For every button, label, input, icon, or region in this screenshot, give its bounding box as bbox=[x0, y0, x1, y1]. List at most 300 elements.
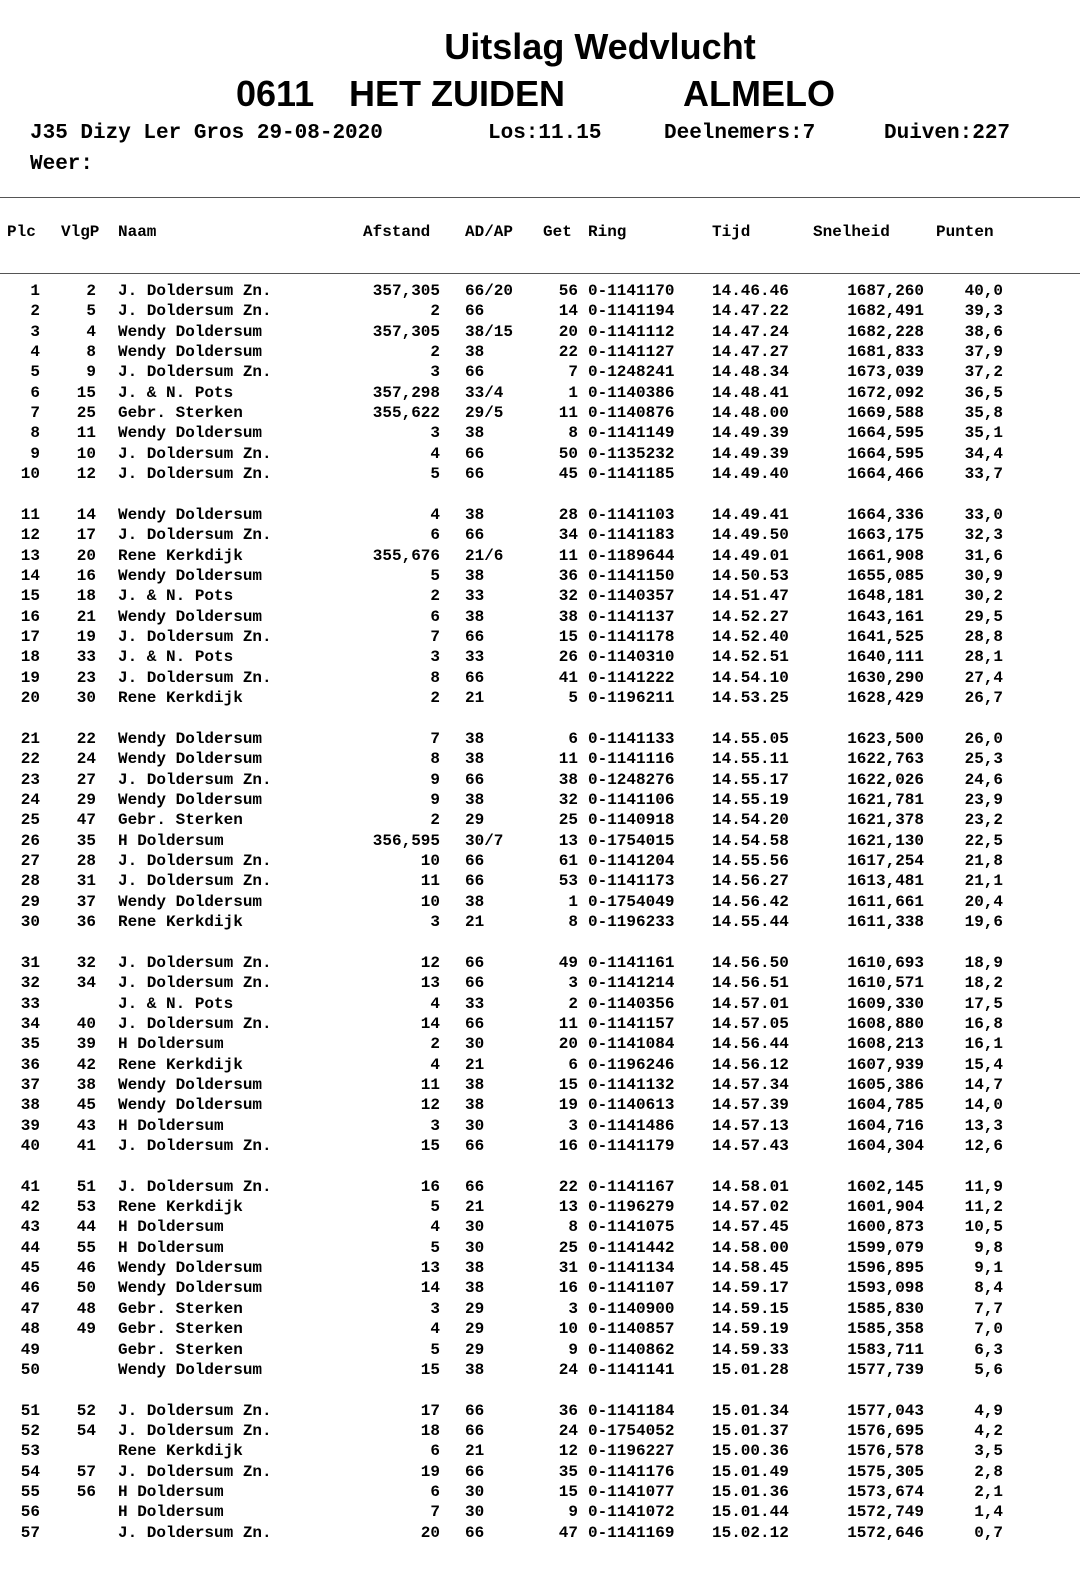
cell-naam: J. & N. Pots bbox=[118, 648, 234, 667]
cell-plc: 41 bbox=[20, 1177, 40, 1196]
cell-plc: 25 bbox=[20, 811, 40, 830]
cell-snelheid: 1575,305 bbox=[847, 1462, 924, 1481]
cell-punten: 1,4 bbox=[974, 1503, 1003, 1522]
cell-plc: 20 bbox=[20, 689, 40, 708]
cell-get: 1 bbox=[568, 383, 578, 402]
cell-plc: 27 bbox=[20, 851, 40, 870]
table-row bbox=[0, 342, 1080, 362]
table-row bbox=[0, 1095, 1080, 1115]
cell-ring: 0-1141157 bbox=[588, 1014, 675, 1033]
cell-ring: 0-1141116 bbox=[588, 750, 675, 769]
cell-afstand: 2 bbox=[430, 302, 440, 321]
cell-afstand: 20 bbox=[420, 1523, 440, 1542]
cell-plc: 7 bbox=[30, 404, 40, 423]
cell-plc: 42 bbox=[20, 1198, 40, 1217]
cell-punten: 17,5 bbox=[964, 994, 1003, 1013]
cell-tijd: 14.57.13 bbox=[712, 1116, 789, 1135]
cell-snelheid: 1622,026 bbox=[847, 770, 924, 789]
cell-punten: 21,8 bbox=[964, 851, 1003, 870]
cell-naam: J. Doldersum Zn. bbox=[118, 770, 272, 789]
cell-plc: 43 bbox=[20, 1218, 40, 1237]
col-header-punten: Punten bbox=[936, 223, 994, 241]
cell-snelheid: 1604,304 bbox=[847, 1136, 924, 1155]
cell-tijd: 15.01.37 bbox=[712, 1422, 789, 1441]
cell-plc: 34 bbox=[20, 1014, 40, 1033]
cell-ring: 0-1141133 bbox=[588, 729, 675, 748]
cell-tijd: 14.49.40 bbox=[712, 465, 789, 484]
cell-get: 32 bbox=[558, 790, 578, 809]
cell-vlgp: 10 bbox=[76, 444, 96, 463]
cell-naam: Wendy Doldersum bbox=[118, 729, 263, 748]
cell-get: 15 bbox=[558, 1075, 578, 1094]
cell-adap: 38 bbox=[465, 607, 485, 626]
cell-ring: 0-1140386 bbox=[588, 383, 675, 402]
cell-plc: 22 bbox=[20, 750, 40, 769]
cell-ring: 0-1135232 bbox=[588, 444, 675, 463]
cell-afstand: 4 bbox=[430, 1320, 440, 1339]
cell-ring: 0-1141106 bbox=[588, 790, 675, 809]
cell-ring: 0-1141176 bbox=[588, 1462, 675, 1481]
cell-vlgp: 46 bbox=[76, 1259, 96, 1278]
cell-ring: 0-1754049 bbox=[588, 892, 675, 911]
cell-tijd: 14.59.15 bbox=[712, 1299, 789, 1318]
cell-get: 3 bbox=[568, 1299, 578, 1318]
cell-ring: 0-1189644 bbox=[588, 546, 675, 565]
table-row bbox=[0, 627, 1080, 647]
cell-adap: 38 bbox=[465, 1096, 485, 1115]
cell-punten: 39,3 bbox=[964, 302, 1003, 321]
cell-ring: 0-1141183 bbox=[588, 526, 675, 545]
cell-tijd: 14.57.39 bbox=[712, 1096, 789, 1115]
cell-adap: 66 bbox=[465, 1136, 485, 1155]
cell-adap: 29 bbox=[465, 811, 485, 830]
cell-tijd: 14.54.20 bbox=[712, 811, 789, 830]
cell-afstand: 356,595 bbox=[372, 831, 440, 850]
col-header-naam: Naam bbox=[118, 223, 157, 241]
cell-adap: 38 bbox=[465, 729, 485, 748]
cell-tijd: 14.57.05 bbox=[712, 1014, 789, 1033]
table-row bbox=[0, 770, 1080, 790]
cell-ring: 0-1140918 bbox=[588, 811, 675, 830]
cell-naam: Wendy Doldersum bbox=[118, 607, 263, 626]
table-row bbox=[0, 607, 1080, 627]
cell-plc: 15 bbox=[20, 587, 40, 606]
table-row bbox=[0, 994, 1080, 1014]
cell-tijd: 14.49.39 bbox=[712, 444, 789, 463]
table-row bbox=[0, 1299, 1080, 1319]
cell-naam: Gebr. Sterken bbox=[118, 404, 243, 423]
cell-afstand: 5 bbox=[430, 566, 440, 585]
cell-afstand: 7 bbox=[430, 628, 440, 646]
cell-get: 15 bbox=[558, 628, 578, 646]
table-row bbox=[0, 973, 1080, 993]
cell-naam: Rene Kerkdijk bbox=[118, 1198, 243, 1217]
cell-naam: Wendy Doldersum bbox=[118, 1360, 263, 1379]
cell-afstand: 6 bbox=[430, 1442, 440, 1461]
cell-vlgp: 57 bbox=[76, 1462, 96, 1481]
cell-naam: Rene Kerkdijk bbox=[118, 1055, 243, 1074]
cell-get: 12 bbox=[558, 1442, 578, 1461]
cell-afstand: 6 bbox=[430, 526, 440, 545]
cell-naam: J. Doldersum Zn. bbox=[118, 1523, 272, 1542]
cell-punten: 28,8 bbox=[964, 628, 1003, 646]
cell-afstand: 11 bbox=[420, 1075, 440, 1094]
cell-vlgp: 55 bbox=[76, 1238, 96, 1257]
cell-ring: 0-1141112 bbox=[588, 322, 675, 341]
cell-plc: 55 bbox=[20, 1483, 40, 1502]
cell-adap: 38 bbox=[465, 892, 485, 911]
cell-afstand: 2 bbox=[430, 811, 440, 830]
cell-punten: 33,0 bbox=[964, 505, 1003, 524]
cell-naam: J. Doldersum Zn. bbox=[118, 1422, 272, 1441]
cell-snelheid: 1593,098 bbox=[847, 1279, 924, 1298]
cell-punten: 6,3 bbox=[974, 1340, 1003, 1359]
cell-afstand: 5 bbox=[430, 465, 440, 484]
cell-vlgp: 9 bbox=[86, 363, 96, 382]
cell-snelheid: 1583,711 bbox=[847, 1340, 924, 1359]
cell-get: 31 bbox=[558, 1259, 578, 1278]
cell-vlgp: 30 bbox=[76, 689, 96, 708]
cell-ring: 0-1140356 bbox=[588, 994, 675, 1013]
table-row bbox=[0, 1278, 1080, 1298]
cell-naam: J. Doldersum Zn. bbox=[118, 1177, 272, 1196]
cell-adap: 66 bbox=[465, 770, 485, 789]
cell-naam: J. Doldersum Zn. bbox=[118, 1136, 272, 1155]
cell-vlgp: 49 bbox=[76, 1320, 96, 1339]
cell-plc: 14 bbox=[20, 566, 40, 585]
table-row bbox=[0, 1401, 1080, 1421]
table-row bbox=[0, 912, 1080, 932]
cell-punten: 25,3 bbox=[964, 750, 1003, 769]
cell-plc: 51 bbox=[20, 1401, 40, 1420]
cell-adap: 38 bbox=[465, 750, 485, 769]
cell-tijd: 14.47.22 bbox=[712, 302, 789, 321]
cell-adap: 66 bbox=[465, 872, 485, 891]
cell-punten: 10,5 bbox=[964, 1218, 1003, 1237]
cell-snelheid: 1604,785 bbox=[847, 1096, 924, 1115]
cell-get: 26 bbox=[558, 648, 578, 667]
table-row bbox=[0, 1034, 1080, 1054]
cell-snelheid: 1608,880 bbox=[847, 1014, 924, 1033]
cell-naam: Wendy Doldersum bbox=[118, 566, 263, 585]
participant-count: Deelnemers:7 bbox=[664, 122, 816, 145]
cell-vlgp: 33 bbox=[76, 648, 96, 667]
cell-get: 38 bbox=[558, 770, 578, 789]
cell-naam: Wendy Doldersum bbox=[118, 322, 263, 341]
cell-punten: 18,2 bbox=[964, 974, 1003, 993]
cell-punten: 16,1 bbox=[964, 1035, 1003, 1054]
table-row bbox=[0, 1136, 1080, 1156]
cell-punten: 38,6 bbox=[964, 322, 1003, 341]
cell-plc: 39 bbox=[20, 1116, 40, 1135]
cell-get: 7 bbox=[568, 363, 578, 382]
cell-plc: 4 bbox=[30, 343, 40, 362]
cell-get: 49 bbox=[558, 953, 578, 972]
cell-vlgp: 35 bbox=[76, 831, 96, 850]
cell-punten: 26,7 bbox=[964, 689, 1003, 708]
cell-tijd: 15.01.28 bbox=[712, 1360, 789, 1379]
cell-tijd: 15.02.12 bbox=[712, 1523, 789, 1542]
cell-naam: H Doldersum bbox=[118, 1218, 224, 1237]
cell-punten: 30,9 bbox=[964, 566, 1003, 585]
cell-snelheid: 1607,939 bbox=[847, 1055, 924, 1074]
cell-snelheid: 1600,873 bbox=[847, 1218, 924, 1237]
cell-plc: 31 bbox=[20, 953, 40, 972]
cell-adap: 38 bbox=[465, 424, 485, 443]
cell-ring: 0-1140357 bbox=[588, 587, 675, 606]
cell-plc: 57 bbox=[20, 1523, 40, 1542]
cell-tijd: 15.01.44 bbox=[712, 1503, 789, 1522]
cell-snelheid: 1682,228 bbox=[847, 322, 924, 341]
cell-plc: 8 bbox=[30, 424, 40, 443]
table-row bbox=[0, 953, 1080, 973]
cell-snelheid: 1608,213 bbox=[847, 1035, 924, 1054]
cell-ring: 0-1141167 bbox=[588, 1177, 675, 1196]
cell-tijd: 14.57.45 bbox=[712, 1218, 789, 1237]
table-row bbox=[0, 831, 1080, 851]
cell-naam: J. Doldersum Zn. bbox=[118, 974, 272, 993]
cell-plc: 46 bbox=[20, 1279, 40, 1298]
cell-punten: 29,5 bbox=[964, 607, 1003, 626]
cell-afstand: 5 bbox=[430, 1238, 440, 1257]
cell-punten: 7,0 bbox=[974, 1320, 1003, 1339]
cell-vlgp: 48 bbox=[76, 1299, 96, 1318]
cell-tijd: 14.52.27 bbox=[712, 607, 789, 626]
cell-get: 1 bbox=[568, 892, 578, 911]
cell-punten: 3,5 bbox=[974, 1442, 1003, 1461]
cell-get: 15 bbox=[558, 1483, 578, 1502]
cell-snelheid: 1610,571 bbox=[847, 974, 924, 993]
cell-snelheid: 1611,338 bbox=[847, 912, 924, 931]
cell-afstand: 357,298 bbox=[372, 383, 440, 402]
cell-plc: 37 bbox=[20, 1075, 40, 1094]
cell-adap: 66 bbox=[465, 363, 485, 382]
cell-vlgp: 43 bbox=[76, 1116, 96, 1135]
cell-tijd: 14.59.19 bbox=[712, 1320, 789, 1339]
cell-naam: H Doldersum bbox=[118, 831, 224, 850]
cell-get: 28 bbox=[558, 505, 578, 524]
cell-adap: 66 bbox=[465, 628, 485, 646]
cell-afstand: 6 bbox=[430, 607, 440, 626]
cell-afstand: 6 bbox=[430, 1483, 440, 1502]
cell-adap: 30/7 bbox=[465, 831, 504, 850]
cell-tijd: 14.51.47 bbox=[712, 587, 789, 606]
cell-get: 53 bbox=[558, 872, 578, 891]
cell-get: 45 bbox=[558, 465, 578, 484]
cell-get: 35 bbox=[558, 1462, 578, 1481]
cell-plc: 53 bbox=[20, 1442, 40, 1461]
cell-naam: Wendy Doldersum bbox=[118, 892, 263, 911]
cell-ring: 0-1141214 bbox=[588, 974, 675, 993]
cell-ring: 0-1754015 bbox=[588, 831, 675, 850]
cell-tijd: 14.56.50 bbox=[712, 953, 789, 972]
cell-naam: Wendy Doldersum bbox=[118, 1279, 263, 1298]
table-row bbox=[0, 586, 1080, 606]
cell-afstand: 3 bbox=[430, 648, 440, 667]
cell-vlgp: 40 bbox=[76, 1014, 96, 1033]
cell-naam: J. Doldersum Zn. bbox=[118, 628, 272, 646]
cell-ring: 0-1141194 bbox=[588, 302, 675, 321]
cell-ring: 0-1141137 bbox=[588, 607, 675, 626]
cell-afstand: 2 bbox=[430, 343, 440, 362]
cell-plc: 33 bbox=[20, 994, 40, 1013]
table-row bbox=[0, 464, 1080, 484]
table-row bbox=[0, 301, 1080, 321]
cell-plc: 19 bbox=[20, 668, 40, 687]
cell-tijd: 15.01.49 bbox=[712, 1462, 789, 1481]
cell-punten: 33,7 bbox=[964, 465, 1003, 484]
cell-plc: 47 bbox=[20, 1299, 40, 1318]
cell-ring: 0-1248241 bbox=[588, 363, 675, 382]
cell-tijd: 14.57.34 bbox=[712, 1075, 789, 1094]
cell-plc: 30 bbox=[20, 912, 40, 931]
cell-snelheid: 1640,111 bbox=[847, 648, 924, 667]
cell-ring: 0-1140857 bbox=[588, 1320, 675, 1339]
club-city: ALMELO bbox=[683, 73, 835, 114]
result-group bbox=[0, 729, 1080, 932]
cell-get: 11 bbox=[558, 404, 578, 423]
cell-get: 24 bbox=[558, 1360, 578, 1379]
cell-afstand: 357,305 bbox=[372, 282, 440, 300]
cell-plc: 26 bbox=[20, 831, 40, 850]
cell-plc: 9 bbox=[30, 444, 40, 463]
cell-ring: 0-1141134 bbox=[588, 1259, 675, 1278]
table-row bbox=[0, 647, 1080, 667]
cell-get: 8 bbox=[568, 424, 578, 443]
cell-get: 36 bbox=[558, 1401, 578, 1420]
cell-naam: H Doldersum bbox=[118, 1503, 224, 1522]
cell-tijd: 14.47.24 bbox=[712, 322, 789, 341]
divider-top bbox=[0, 197, 1080, 198]
cell-get: 16 bbox=[558, 1279, 578, 1298]
cell-snelheid: 1687,260 bbox=[847, 282, 924, 300]
divider-header bbox=[0, 273, 1080, 274]
cell-afstand: 14 bbox=[420, 1014, 440, 1033]
cell-snelheid: 1664,595 bbox=[847, 424, 924, 443]
cell-plc: 40 bbox=[20, 1136, 40, 1155]
cell-naam: J. Doldersum Zn. bbox=[118, 1401, 272, 1420]
cell-snelheid: 1577,739 bbox=[847, 1360, 924, 1379]
release-time: Los:11.15 bbox=[488, 122, 602, 145]
table-row bbox=[0, 362, 1080, 382]
cell-vlgp: 37 bbox=[76, 892, 96, 911]
cell-punten: 27,4 bbox=[964, 668, 1003, 687]
cell-vlgp: 4 bbox=[86, 322, 96, 341]
cell-naam: H Doldersum bbox=[118, 1116, 224, 1135]
cell-ring: 0-1196246 bbox=[588, 1055, 675, 1074]
cell-tijd: 14.55.56 bbox=[712, 851, 789, 870]
cell-adap: 30 bbox=[465, 1116, 485, 1135]
cell-punten: 9,1 bbox=[974, 1259, 1003, 1278]
cell-naam: J. Doldersum Zn. bbox=[118, 282, 272, 300]
cell-adap: 30 bbox=[465, 1238, 485, 1257]
cell-adap: 38 bbox=[465, 343, 485, 362]
cell-adap: 38 bbox=[465, 505, 485, 524]
cell-afstand: 9 bbox=[430, 790, 440, 809]
cell-afstand: 18 bbox=[420, 1422, 440, 1441]
cell-punten: 35,8 bbox=[964, 404, 1003, 423]
cell-plc: 35 bbox=[20, 1035, 40, 1054]
cell-snelheid: 1609,330 bbox=[847, 994, 924, 1013]
cell-vlgp: 41 bbox=[76, 1136, 96, 1155]
cell-vlgp: 47 bbox=[76, 811, 96, 830]
table-row bbox=[0, 1421, 1080, 1441]
col-header-ring: Ring bbox=[588, 223, 627, 241]
cell-punten: 34,4 bbox=[964, 444, 1003, 463]
table-row bbox=[0, 1258, 1080, 1278]
cell-get: 8 bbox=[568, 1218, 578, 1237]
cell-get: 61 bbox=[558, 851, 578, 870]
table-row bbox=[0, 1523, 1080, 1543]
table-row bbox=[0, 1340, 1080, 1360]
cell-afstand: 8 bbox=[430, 750, 440, 769]
cell-tijd: 14.49.50 bbox=[712, 526, 789, 545]
cell-snelheid: 1682,491 bbox=[847, 302, 924, 321]
pigeon-count: Duiven:227 bbox=[884, 122, 1011, 145]
cell-snelheid: 1577,043 bbox=[847, 1401, 924, 1420]
cell-punten: 14,0 bbox=[964, 1096, 1003, 1115]
cell-tijd: 14.48.41 bbox=[712, 383, 789, 402]
table-row bbox=[0, 423, 1080, 443]
cell-afstand: 3 bbox=[430, 1299, 440, 1318]
cell-tijd: 14.48.34 bbox=[712, 363, 789, 382]
cell-plc: 32 bbox=[20, 974, 40, 993]
cell-ring: 0-1141442 bbox=[588, 1238, 675, 1257]
cell-afstand: 7 bbox=[430, 729, 440, 748]
cell-get: 3 bbox=[568, 1116, 578, 1135]
cell-naam: Rene Kerkdijk bbox=[118, 546, 243, 565]
cell-snelheid: 1621,130 bbox=[847, 831, 924, 850]
cell-afstand: 13 bbox=[420, 1259, 440, 1278]
cell-vlgp: 24 bbox=[76, 750, 96, 769]
cell-punten: 31,6 bbox=[964, 546, 1003, 565]
cell-vlgp: 54 bbox=[76, 1422, 96, 1441]
cell-tijd: 14.53.25 bbox=[712, 689, 789, 708]
cell-afstand: 3 bbox=[430, 363, 440, 382]
cell-afstand: 2 bbox=[430, 587, 440, 606]
cell-adap: 38 bbox=[465, 1075, 485, 1094]
club-name: HET ZUIDEN bbox=[349, 73, 565, 114]
cell-punten: 37,2 bbox=[964, 363, 1003, 382]
cell-tijd: 14.56.27 bbox=[712, 872, 789, 891]
cell-naam: H Doldersum bbox=[118, 1035, 224, 1054]
cell-plc: 49 bbox=[20, 1340, 40, 1359]
cell-adap: 33 bbox=[465, 648, 485, 667]
cell-vlgp: 39 bbox=[76, 1035, 96, 1054]
cell-snelheid: 1681,833 bbox=[847, 343, 924, 362]
cell-vlgp: 38 bbox=[76, 1075, 96, 1094]
cell-snelheid: 1641,525 bbox=[847, 628, 924, 646]
cell-naam: Rene Kerkdijk bbox=[118, 689, 243, 708]
result-group bbox=[0, 505, 1080, 708]
cell-afstand: 357,305 bbox=[372, 322, 440, 341]
cell-plc: 1 bbox=[30, 282, 40, 300]
cell-snelheid: 1628,429 bbox=[847, 689, 924, 708]
cell-afstand: 355,622 bbox=[372, 404, 440, 423]
cell-punten: 18,9 bbox=[964, 953, 1003, 972]
cell-naam: J. Doldersum Zn. bbox=[118, 526, 272, 545]
cell-adap: 29 bbox=[465, 1320, 485, 1339]
table-row bbox=[0, 1197, 1080, 1217]
cell-punten: 4,2 bbox=[974, 1422, 1003, 1441]
cell-plc: 23 bbox=[20, 770, 40, 789]
cell-adap: 66 bbox=[465, 526, 485, 545]
table-row bbox=[0, 1360, 1080, 1380]
cell-vlgp: 25 bbox=[76, 404, 96, 423]
cell-vlgp: 45 bbox=[76, 1096, 96, 1115]
result-group bbox=[0, 953, 1080, 1156]
cell-adap: 66 bbox=[465, 668, 485, 687]
